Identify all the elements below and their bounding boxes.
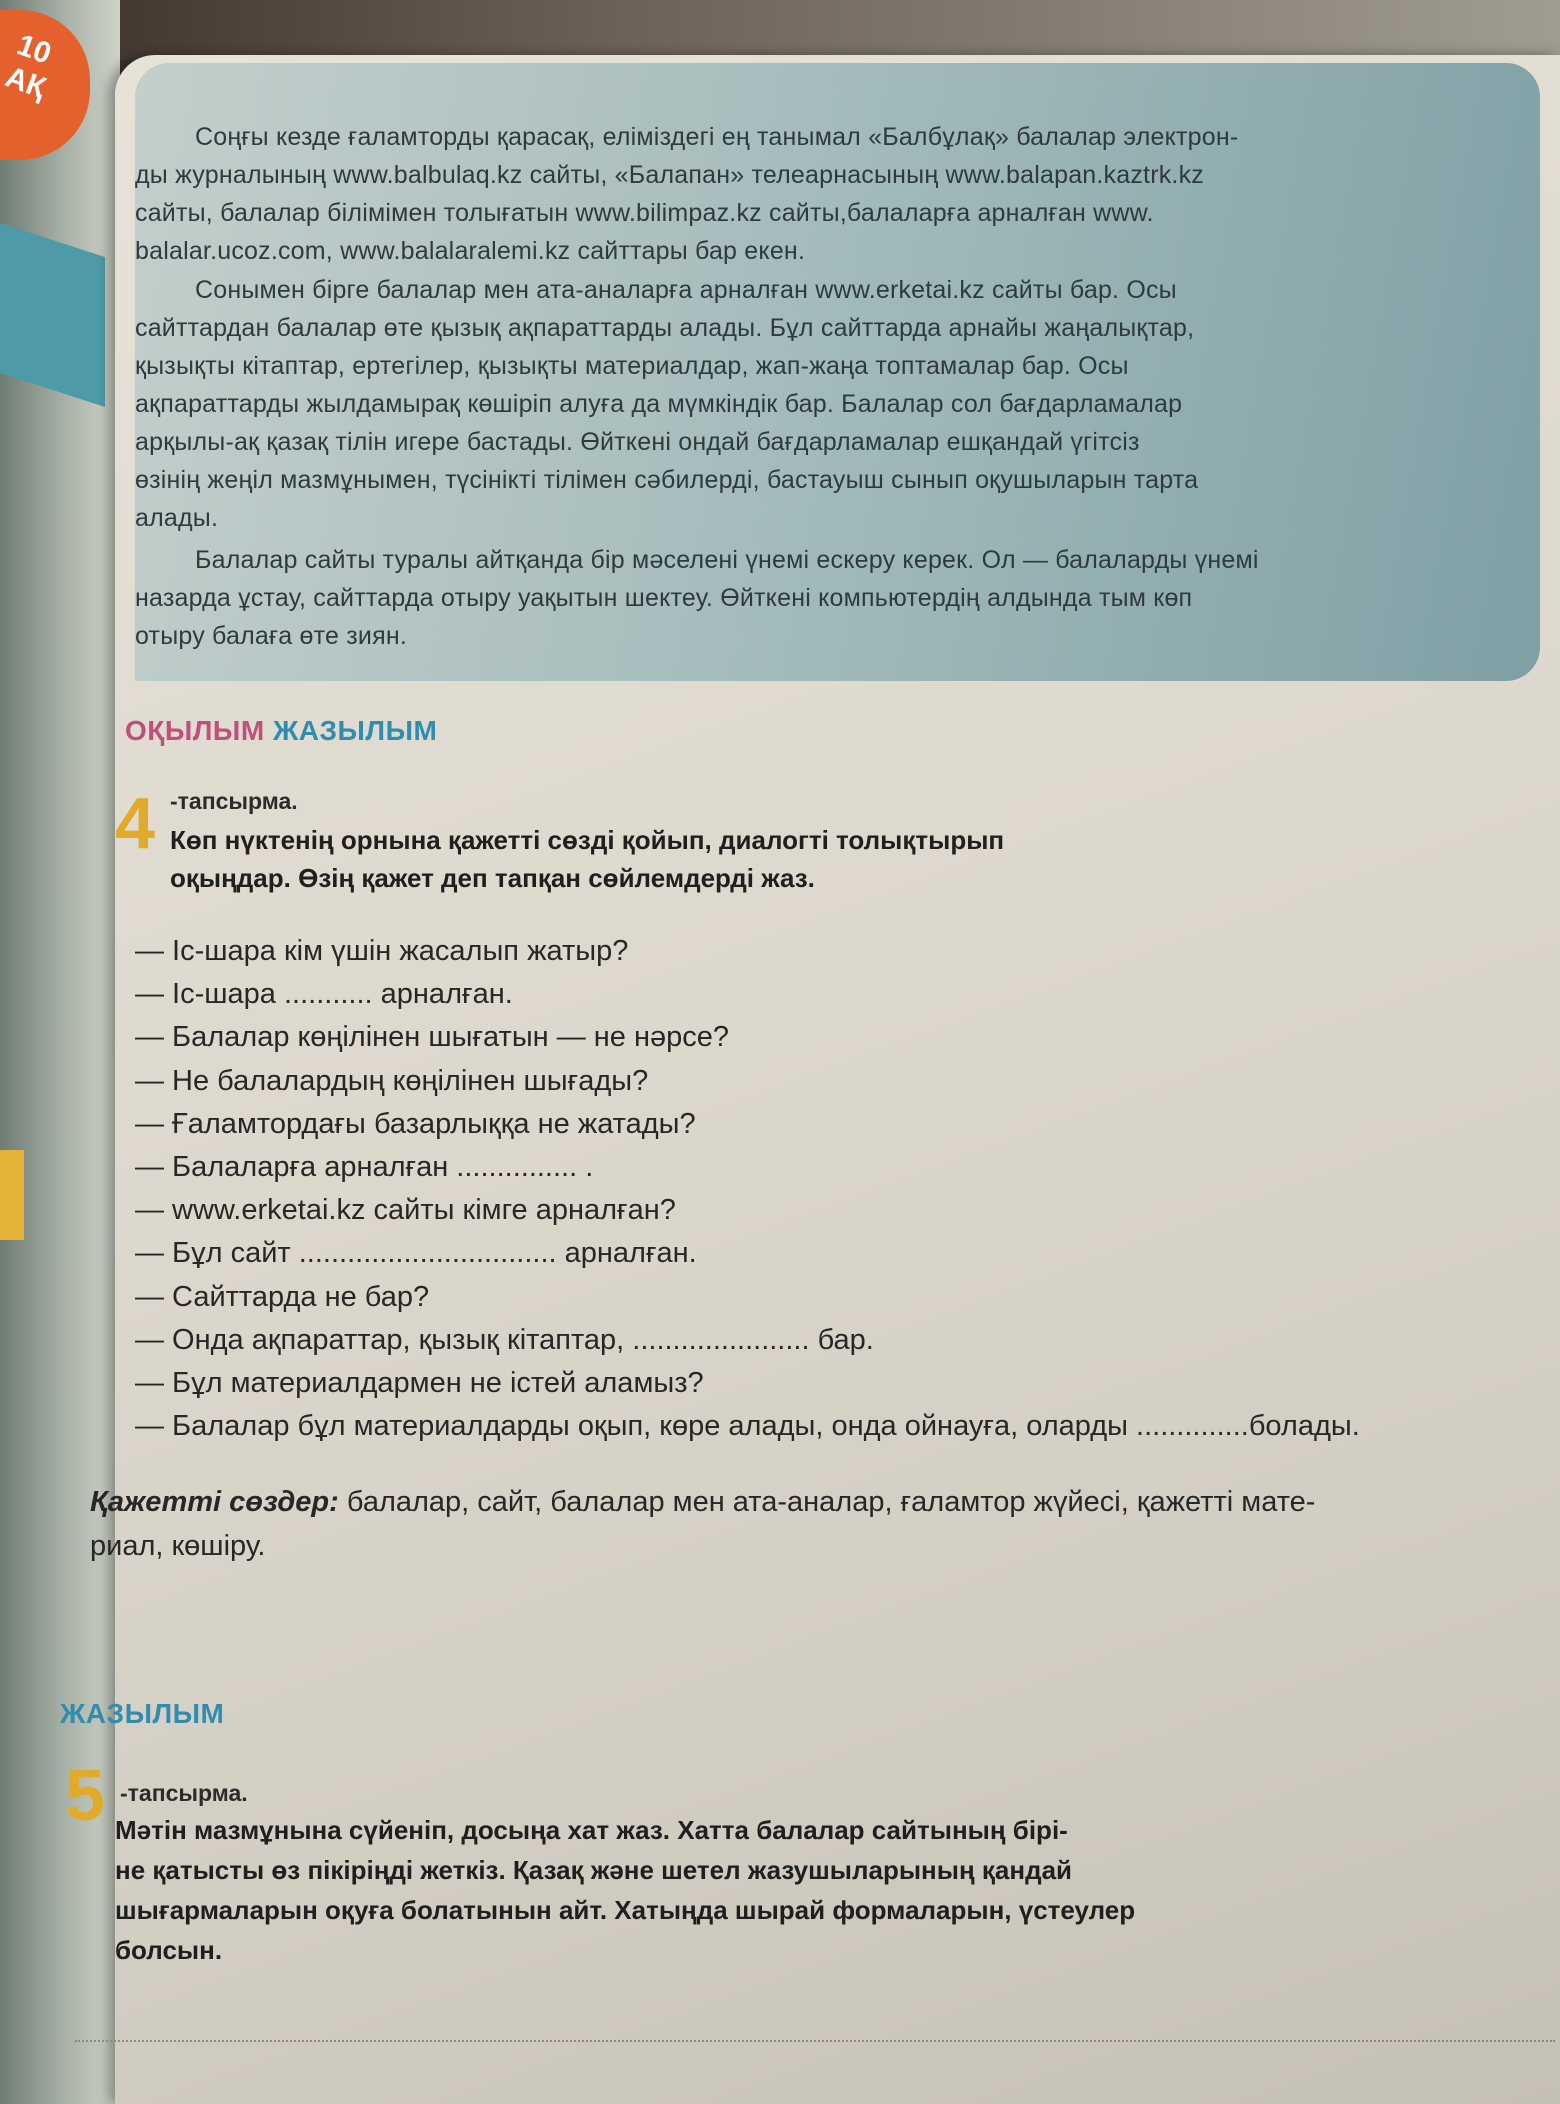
section-heading-part: ЖАЗЫЛЫМ — [272, 715, 438, 746]
reading-paragraph-2 — [135, 271, 1445, 537]
text-line: оқыңдар. Өзің қажет деп тапқан сөйлемдерді жаз. — [170, 863, 815, 893]
dialog-line: — Ғаламтордағы базарлыққа не жатады? — [135, 1107, 696, 1140]
needed-words-list: балалар, сайт, балалар мен ата-аналар, ғаламтор жүйесі, қажетті мате- — [338, 1486, 1316, 1518]
textbook-page — [60, 55, 1560, 2104]
dialog-line: — Бұл материалдармен не істей аламыз? — [135, 1366, 704, 1399]
text-line: назарда ұстау, сайттарда отыру уақытын шектеу. Өйткені компьютердің алдында тым көп — [135, 584, 1193, 612]
text-line: өзінің жеңіл мазмұнымен, түсінікті тілімен сәбилерді, бастауыш сынып оқушыларын тарта — [135, 466, 1199, 494]
dialog-line: — Не балалардың көңілінен шығады? — [135, 1064, 649, 1097]
text-line: отыру балаға өте зиян. — [135, 622, 407, 650]
text-line: Балалар сайты туралы айтқанда бір мәселені үнемі ескеру керек. Ол — балаларды үнемі — [195, 546, 1259, 574]
adjacent-page-band — [0, 223, 105, 407]
text-line: сайты, балалар білімімен толығатын www.bilimpaz.kz сайты,балаларға арналған www. — [135, 199, 1154, 227]
reading-paragraph-1 — [135, 118, 1445, 270]
needed-words-label: Қажетті сөздер: — [90, 1486, 339, 1518]
bottom-divider — [75, 2040, 1555, 2042]
dialog-line: — Сайттарда не бар? — [135, 1280, 430, 1313]
text-line: шығармаларын оқуға болатынын айт. Хатыңда шырай формаларын, үстеулер — [115, 1895, 1136, 1925]
reading-paragraph-3 — [135, 541, 1445, 655]
text-line: сайттардан балалар өте қызық ақпараттарды алады. Бұл сайттарда арнайы жаңалықтар, — [135, 314, 1195, 342]
dialog-line: — Іс-шара кім үшін жасалып жатыр? — [135, 935, 629, 967]
dialog-line: — Іс-шара ........... арналған. — [135, 978, 513, 1011]
section-heading-writing: ЖАЗЫЛЫМ — [60, 1698, 225, 1729]
dialog-line: — Балалар бұл материалдарды оқып, көре алады, онда ойнауға, оларды ..............болады. — [135, 1410, 1360, 1443]
task-instructions — [115, 1810, 1135, 1970]
text-line: balalar.ucoz.com, www.balalaralemi.kz сайттары бар екен. — [135, 237, 806, 265]
text-line: ды журналының www.balbulaq.kz сайты, «Балапан» телеарнасының www.balapan.kaztrk.kz — [135, 161, 1204, 189]
dialog-list — [135, 930, 1360, 1448]
section-heading-part: ОҚЫЛЫМ — [125, 715, 265, 746]
dialog-line: — Балалар көңілінен шығатын — не нәрсе? — [135, 1021, 730, 1054]
dialog-line: — Онда ақпараттар, қызық кітаптар, ...................... бар. — [135, 1323, 874, 1356]
text-line: болсын. — [115, 1935, 223, 1965]
task-label: -тапсырма. — [170, 788, 298, 814]
reading-text-box — [135, 63, 1540, 681]
text-line: қызықты кітаптар, ертегілер, қызықты материалдар, жап-жаңа топтамалар бар. Осы — [135, 352, 1129, 380]
dialog-line: — www.erketai.kz сайты кімге арналған? — [135, 1194, 676, 1227]
section-heading-reading-writing — [125, 715, 437, 747]
task-instructions — [170, 821, 1004, 897]
task-number: 4 — [115, 784, 156, 864]
page-badge — [0, 10, 90, 160]
dialog-line: — Бұл сайт ................................ арналған. — [135, 1237, 697, 1270]
text-line: алады. — [135, 504, 219, 532]
text-line: ақпараттарды жылдамырақ көшіріп алуға да мүмкіндік бар. Балалар сол бағдарламалар — [135, 390, 1183, 418]
needed-words-list-cont: риал, көшіру. — [90, 1530, 266, 1562]
text-line: Сонымен бірге балалар мен ата-аналарға арналған www.erketai.kz сайты бар. Осы — [195, 276, 1177, 304]
text-line: Көп нүктенің орнына қажетті сөзді қойып, диалогті толықтырып — [170, 825, 1005, 855]
text-line: Мәтін мазмұнына сүйеніп, досыңа хат жаз. Хатта балалар сайтының бірі- — [115, 1815, 1068, 1845]
task-number: 5 — [65, 1756, 106, 1836]
text-line: Соңғы кезде ғаламторды қарасақ, еліміздегі ең танымал «Балбұлақ» балалар электрон- — [195, 123, 1239, 151]
background-surface — [0, 0, 1560, 60]
task-label: -тапсырма. — [120, 1780, 248, 1806]
adjacent-page-marker — [0, 1150, 24, 1240]
dialog-line: — Балаларға арналған ............... . — [135, 1150, 594, 1183]
needed-words — [90, 1480, 1530, 1568]
text-line: арқылы-ақ қазақ тілін игере бастады. Өйткені ондай бағдарламалар ешқандай үгітсіз — [135, 428, 1140, 456]
text-line: не қатысты өз пікіріңді жеткіз. Қазақ және шетел жазушыларының қандай — [115, 1855, 1073, 1885]
page-badge-text: 10 АҚ — [1, 28, 56, 106]
